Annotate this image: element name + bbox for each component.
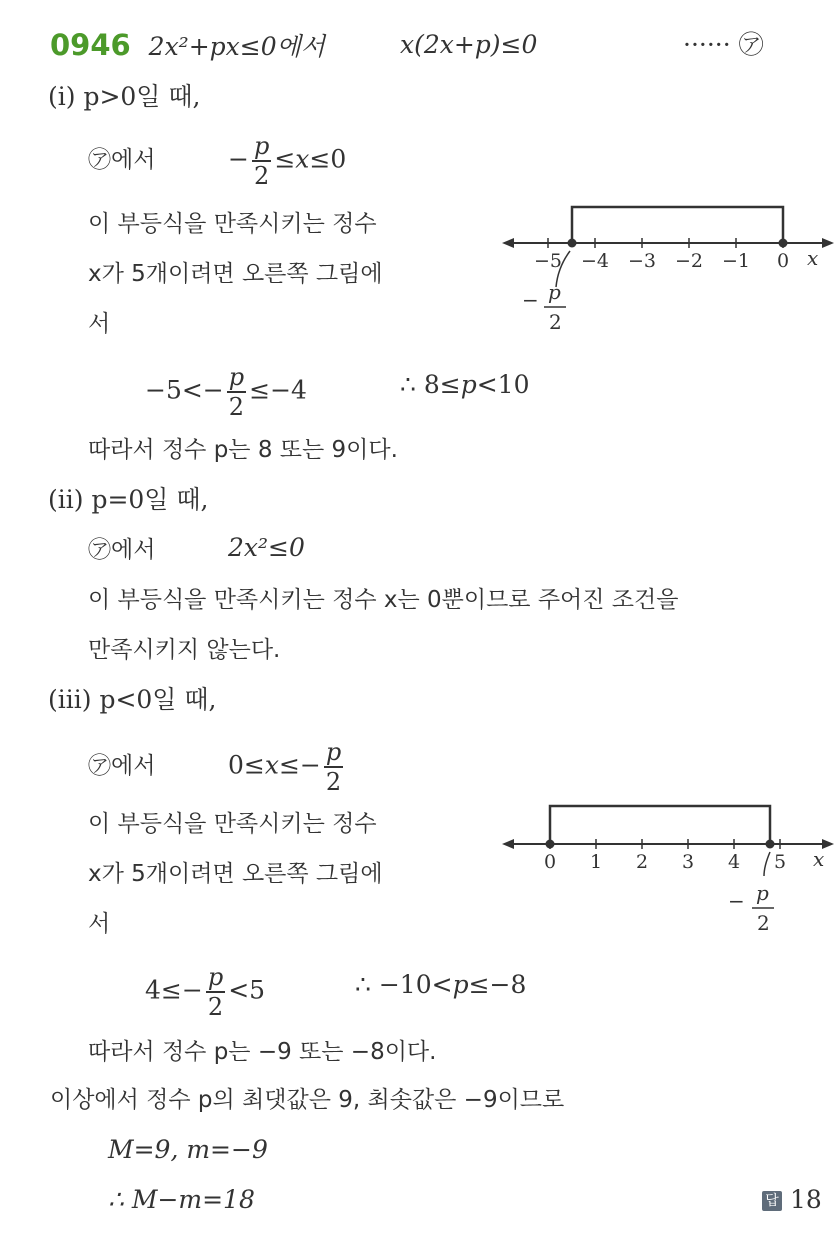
case3-from-label: ㋐에서: [88, 753, 156, 779]
axis2-tick-label: 5: [773, 851, 787, 873]
number-line-case1: [500, 195, 840, 345]
case1-range: − $\frac{p}{2}$ ≤x≤0: [228, 132, 347, 190]
case1-conclusion: 따라서 정수 p는 8 또는 9이다.: [88, 437, 398, 463]
boundary2-num: p: [756, 881, 769, 905]
case3-header: (iii) p<0일 때,: [48, 685, 217, 714]
problem-number: 0946: [50, 28, 131, 62]
svg-text:−: −: [728, 889, 745, 913]
boundary1-num: p: [548, 280, 561, 304]
summary-mm: M=9, m=−9: [108, 1135, 268, 1164]
factored-inequality: x(2x+p)≤0: [400, 30, 538, 59]
answer: [762, 1183, 822, 1217]
case3-text2: x가 5개이려면 오른쪽 그림에: [88, 861, 383, 887]
case3-from: [88, 748, 155, 783]
axis1-variable: x: [807, 246, 819, 270]
equation-marker: ······ ㋐: [683, 30, 764, 59]
axis2-tick-label: 1: [589, 851, 603, 873]
case1-text1: 이 부등식을 만족시키는 정수: [88, 211, 377, 237]
svg-text:−: −: [522, 288, 539, 312]
case1-from: [88, 142, 155, 177]
case3-conclusion: 따라서 정수 p는 −9 또는 −8이다.: [88, 1039, 437, 1065]
case1-from-label: ㋐에서: [88, 147, 156, 173]
axis2-tick-label: 4: [727, 851, 741, 873]
case1-header: (i) p>0일 때,: [48, 82, 201, 111]
answer-value: 18: [789, 1185, 822, 1214]
case1-result: ∴ 8≤p<10: [400, 370, 530, 399]
boundary1-den: 2: [549, 310, 562, 334]
answer-icon: 답: [762, 1191, 782, 1211]
case3-text3: 서: [88, 911, 111, 937]
case2-text1: 이 부등식을 만족시키는 정수 x는 0뿐이므로 주어진 조건을: [88, 587, 679, 613]
case2-inequality: 2x²≤0: [228, 533, 305, 562]
axis1-tick-label: −2: [674, 250, 704, 272]
case3-range: 0≤x≤− $\frac{p}{2}$: [228, 738, 342, 796]
case1-text3: 서: [88, 311, 111, 337]
number-line-case3: [500, 796, 840, 946]
axis2-tick-label: 2: [635, 851, 649, 873]
case3-condition: 4≤− $\frac{p}{2}$ <5: [145, 963, 266, 1021]
case2-from: ㋐에서: [88, 537, 156, 563]
axis2-variable: x: [813, 847, 825, 871]
case3-text1: 이 부등식을 만족시키는 정수: [88, 811, 377, 837]
fraction-p-over-2: $\frac{p}{2}$: [253, 132, 270, 190]
case1-text2: x가 5개이려면 오른쪽 그림에: [88, 261, 383, 287]
axis1-tick-label: −4: [580, 250, 610, 272]
axis1-tick-label: −3: [627, 250, 657, 272]
case1-condition: −5<− $\frac{p}{2}$ ≤−4: [145, 363, 307, 421]
summary-text: 이상에서 정수 p의 최댓값은 9, 최솟값은 −9이므로: [50, 1087, 565, 1113]
axis1-tick-label: 0: [776, 250, 790, 272]
given-inequality: 2x²+px≤0에서: [148, 32, 325, 61]
problem-header: [50, 28, 325, 64]
axis2-tick-label: 3: [681, 851, 695, 873]
case2-text2: 만족시키지 않는다.: [88, 637, 281, 663]
case3-result: ∴ −10<p≤−8: [355, 970, 527, 999]
axis1-tick-label: −5: [533, 250, 563, 272]
case2-header: (ii) p=0일 때,: [48, 485, 209, 514]
boundary2-den: 2: [757, 911, 770, 935]
axis2-tick-label: 0: [543, 851, 557, 873]
axis1-tick-label: −1: [721, 250, 751, 272]
summary-final: ∴ M−m=18: [108, 1185, 255, 1214]
